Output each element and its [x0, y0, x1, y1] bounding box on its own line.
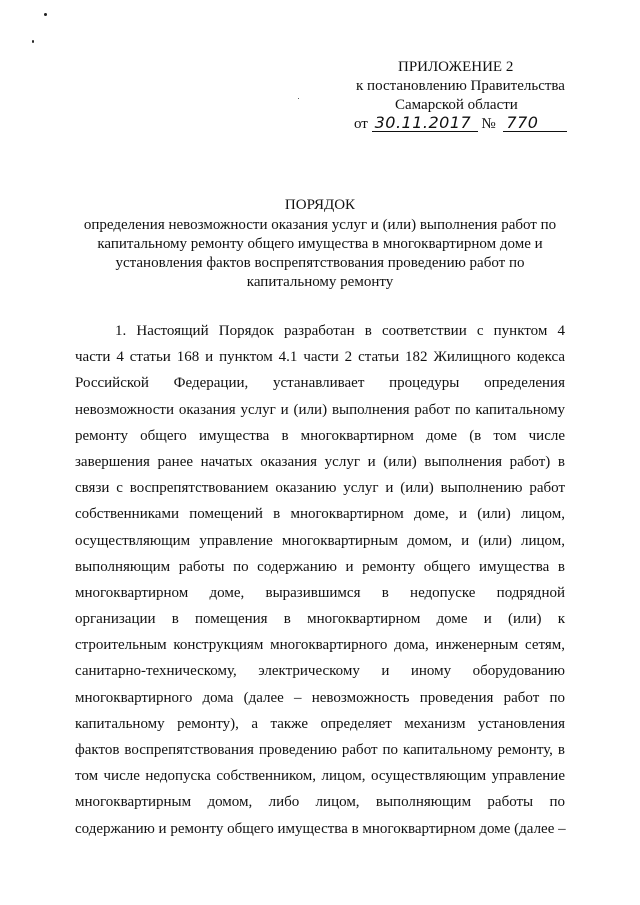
document-title: ПОРЯДОК [284, 197, 356, 213]
body-paragraph-line: санитарно-техническому, электрическому и иному оборудованию [75, 663, 565, 680]
body-paragraph-line: строительным конструкциям многоквартирного дома, инженерным сетям, [75, 637, 565, 654]
body-paragraph-line: завершения ранее начатых оказания услуг и (или) выполнения работ) в [75, 453, 565, 470]
scan-speck [32, 40, 34, 43]
appendix-date-number-line [340, 115, 580, 134]
body-paragraph-line: Российской Федерации, устанавливает процедуры определения [75, 375, 565, 392]
body-paragraph-line: ремонту общего имущества в многоквартирном доме (в том числе [75, 427, 565, 444]
body-paragraph-line: 1. Настоящий Порядок разработан в соответствии с пунктом 4 [115, 323, 565, 339]
body-paragraph-line: части 4 статьи 168 и пунктом 4.1 части 2 статьи 182 Жилищного кодекса [75, 349, 565, 366]
body-paragraph-line: том числе недопуска собственником, лицом, осуществляющим управление [75, 768, 565, 785]
body-paragraph-line: многоквартирного дома (далее – невозможность проведения работ по [75, 689, 565, 706]
appendix-title: ПРИЛОЖЕНИЕ 2 [398, 59, 514, 75]
body-paragraph-line: фактов воспрепятствования проведению работ по капитальному ремонту, в [75, 742, 565, 758]
number-label: № [481, 116, 496, 132]
body-paragraph-line: многоквартирном доме, выразившимся в недопуске подрядной [75, 584, 565, 601]
handwritten-number: 770 [503, 115, 567, 132]
body-paragraph-line: невозможности оказания услуг и (или) выполнения работ по капитальному [75, 401, 565, 418]
document-subtitle-line: установления фактов воспрепятствования проведению работ по [115, 255, 525, 271]
document-body [75, 318, 565, 842]
document-heading [60, 196, 580, 292]
body-paragraph-line: организации в помещения в многоквартирном доме и (или) к [75, 611, 565, 628]
scan-speck [44, 13, 47, 16]
scan-speck [298, 98, 299, 99]
handwritten-date: 30.11.2017 [372, 115, 478, 132]
body-paragraph-line: собственниками помещений в многоквартирном доме, и (или) лицом, [75, 506, 565, 523]
document-subtitle-line: капитальному ремонту [246, 274, 394, 290]
document-subtitle-line: определения невозможности оказания услуг и (или) выполнения работ по [83, 217, 557, 233]
appendix-resolution-line: к постановлению Правительства [356, 78, 565, 94]
appendix-region-line: Самарской области [395, 97, 518, 113]
body-paragraph-line: осуществляющим управление многоквартирным домом, и (или) лицом, [75, 532, 565, 549]
document-subtitle-line: капитальному ремонту общего имущества в многоквартирном доме и [97, 236, 543, 252]
appendix-header [340, 58, 580, 134]
body-paragraph-line: капитальному ремонту), а также определяет механизм установления [75, 715, 565, 732]
body-paragraph-line: многоквартирным домом, либо лицом, выполняющим работы по [75, 794, 565, 811]
date-label: от [354, 116, 368, 132]
body-paragraph-line: связи с воспрепятствованием оказанию услуг и (или) выполнению работ [75, 480, 565, 497]
body-paragraph-line: выполняющим работы по содержанию и ремонту общего имущества в [75, 558, 565, 575]
body-paragraph-line: содержанию и ремонту общего имущества в многоквартирном доме (далее – [75, 820, 566, 837]
